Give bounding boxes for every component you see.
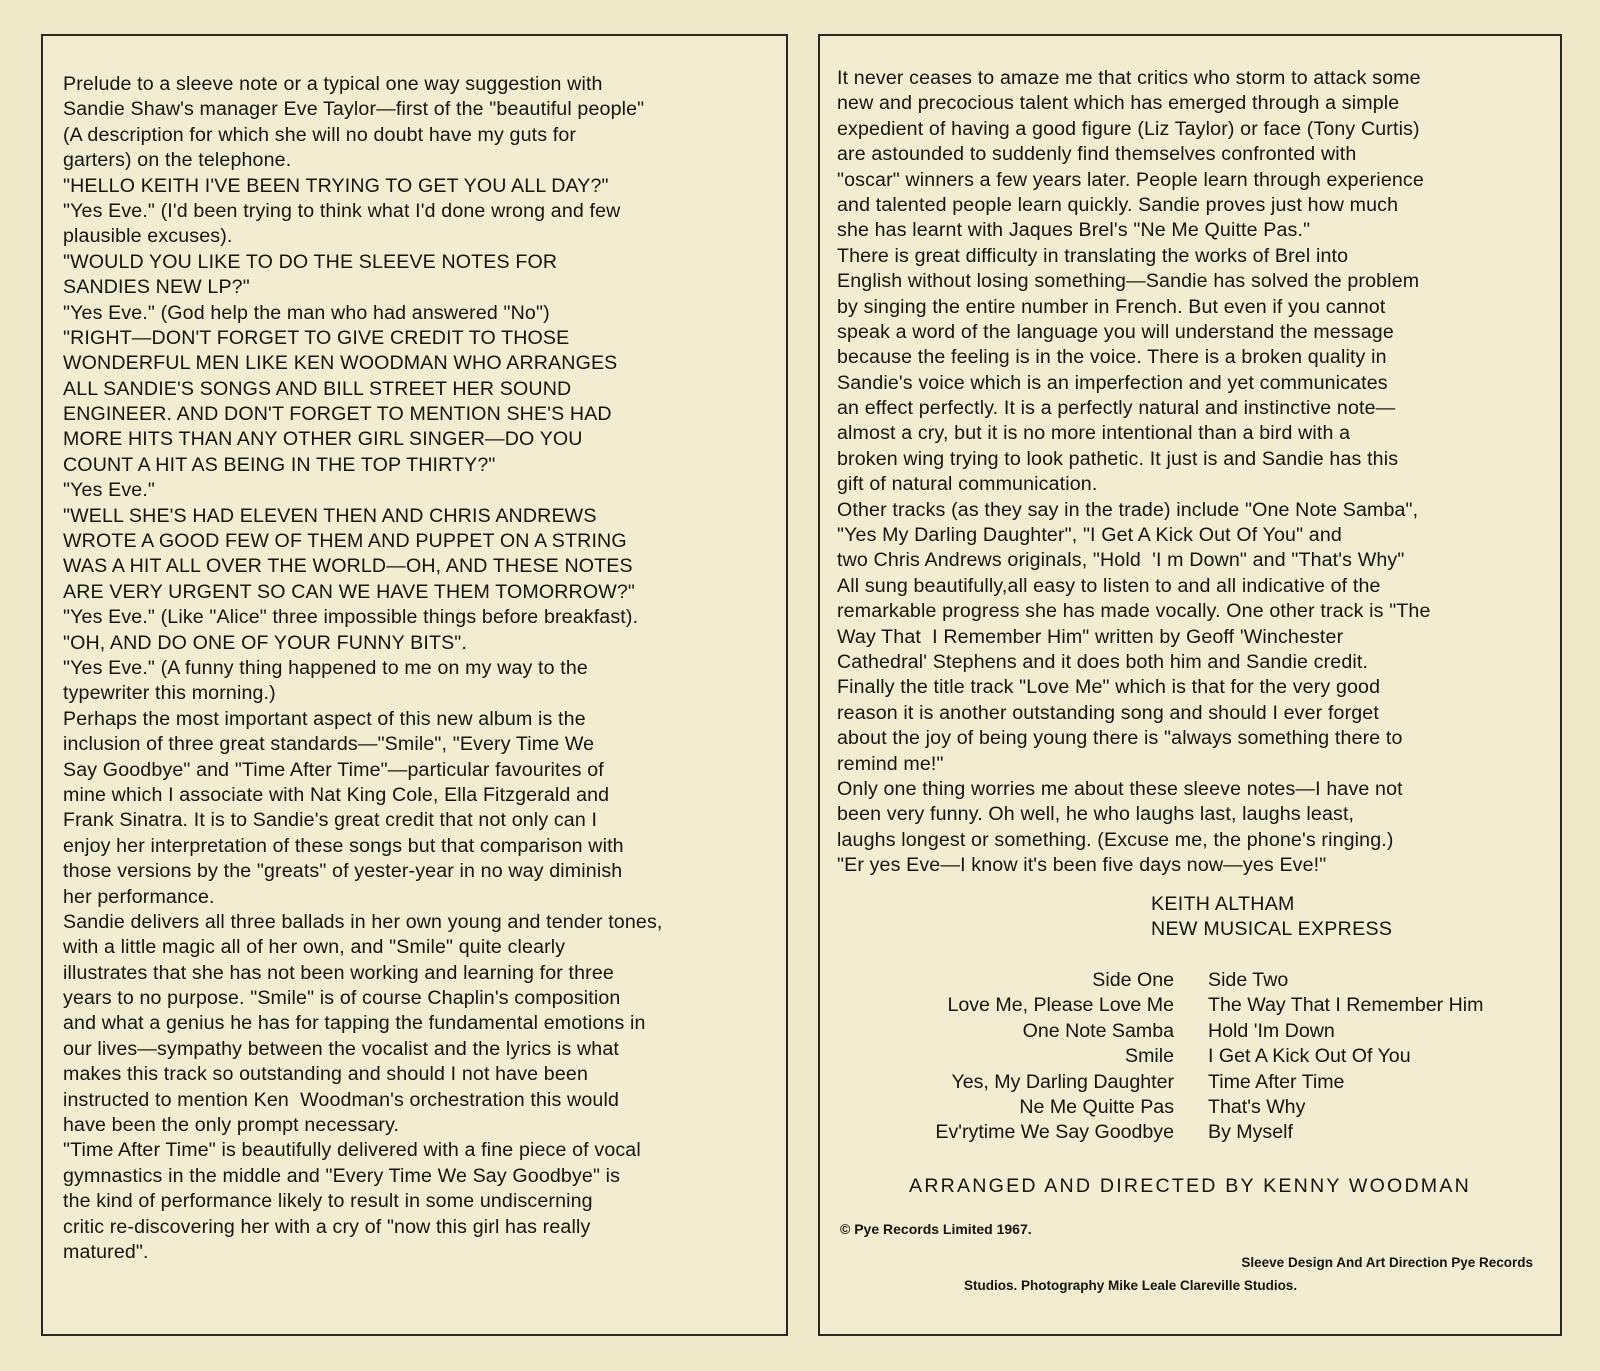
text-line: remarkable progress she has made vocally. One other track is "The: [837, 600, 1431, 623]
text-line: matured".: [63, 1240, 149, 1263]
track-title: That's Why: [1208, 1095, 1306, 1118]
text-line: Sandie's voice which is an imperfection and yet communicates: [837, 371, 1388, 394]
text-line: "HELLO KEITH I'VE BEEN TRYING TO GET YOU ALL DAY?": [63, 174, 609, 197]
copyright-notice: © Pye Records Limited 1967.: [840, 1221, 1032, 1237]
track-title: Smile: [1125, 1045, 1174, 1068]
text-line: ENGINEER. AND DON'T FORGET TO MENTION SHE'S HAD: [63, 403, 612, 426]
text-line: gift of natural communication.: [837, 473, 1098, 496]
text-line: the kind of performance likely to result in some undiscerning: [63, 1190, 593, 1213]
text-line: almost a cry, but it is no more intentional than a bird with a: [837, 422, 1351, 445]
text-line: WROTE A GOOD FEW OF THEM AND PUPPET ON A STRING: [63, 530, 627, 553]
text-line: have been the only prompt necessary.: [63, 1114, 400, 1137]
track-title: Love Me, Please Love Me: [947, 994, 1174, 1017]
track-title: One Note Samba: [1022, 1019, 1174, 1042]
text-line: Frank Sinatra. It is to Sandie's great credit that not only can I: [63, 809, 598, 832]
text-line: enjoy her interpretation of these songs but that comparison with: [63, 834, 624, 857]
track-title: The Way That I Remember Him: [1208, 994, 1484, 1017]
text-line: "oscar" winners a few years later. People learn through experience: [837, 168, 1424, 191]
track-title: Ev'rytime We Say Goodbye: [935, 1121, 1174, 1144]
text-line: "RIGHT—DON'T FORGET TO GIVE CREDIT TO THOSE: [63, 326, 570, 349]
text-line: COUNT A HIT AS BEING IN THE TOP THIRTY?": [63, 453, 496, 476]
left-sleeve-notes-panel: [41, 34, 788, 1336]
text-line: Sandie Shaw's manager Eve Taylor—first of the "beautiful people": [63, 98, 645, 121]
text-line: instructed to mention Ken Woodman's orchestration this would: [63, 1088, 619, 1111]
side-one-tracklist: [854, 968, 1174, 1146]
text-line: ARE VERY URGENT SO CAN WE HAVE THEM TOMORROW?": [63, 580, 636, 603]
text-line: mine which I associate with Nat King Cole, Ella Fitzgerald and: [63, 783, 610, 806]
text-line: Way That I Remember Him" written by Geoff 'Winchester: [837, 625, 1344, 648]
text-line: illustrates that she has not been working and learning for three: [63, 961, 614, 984]
text-line: Only one thing worries me about these sleeve notes—I have not: [837, 777, 1403, 800]
text-line: typewriter this morning.): [63, 682, 276, 705]
text-line: by singing the entire number in French. But even if you cannot: [837, 295, 1386, 318]
text-line: "Yes Eve." (Like "Alice" three impossible things before breakfast).: [63, 606, 639, 629]
right-sleeve-notes-panel: [818, 34, 1562, 1336]
text-line: Prelude to a sleeve note or a typical one way suggestion with: [63, 73, 603, 95]
text-line: inclusion of three great standards—"Smile", "Every Time We: [63, 733, 595, 756]
text-line: years to no purpose. "Smile" is of course Chaplin's composition: [63, 987, 621, 1010]
text-line: "WELL SHE'S HAD ELEVEN THEN AND CHRIS ANDREWS: [63, 504, 597, 527]
text-line: with a little magic all of her own, and "Smile" quite clearly: [63, 936, 566, 959]
design-credit-line: Sleeve Design And Art Direction Pye Records: [1241, 1255, 1533, 1270]
text-line: Finally the title track "Love Me" which is that for the very good: [837, 676, 1381, 699]
text-line: "Yes Eve." (A funny thing happened to me on my way to the: [63, 656, 588, 679]
text-line: ALL SANDIE'S SONGS AND BILL STREET HER SOUND: [63, 377, 572, 400]
text-line: There is great difficulty in translating the works of Brel into: [837, 244, 1349, 267]
text-line: "Yes Eve." (I'd been trying to think what I'd done wrong and few: [63, 199, 621, 222]
text-line: and what a genius he has for tapping the fundamental emotions in: [63, 1012, 646, 1035]
text-line: "Yes My Darling Daughter", "I Get A Kick Out Of You" and: [837, 524, 1342, 547]
text-line: garters) on the telephone.: [63, 149, 292, 172]
text-line: new and precocious talent which has emerged through a simple: [837, 92, 1400, 115]
text-line: two Chris Andrews originals, "Hold 'I m Down" and "That's Why": [837, 549, 1405, 572]
text-line: are astounded to suddenly find themselves confronted with: [837, 143, 1357, 166]
right-notes-text: [837, 66, 1431, 879]
author-name: KEITH ALTHAM: [1151, 893, 1295, 915]
text-line: reason it is another outstanding song and should I ever forget: [837, 701, 1379, 724]
text-line: English without losing something—Sandie has solved the problem: [837, 270, 1420, 293]
text-line: All sung beautifully,all easy to listen to and all indicative of the: [837, 574, 1381, 597]
text-line: Cathedral' Stephens and it does both him and Sandie credit.: [837, 650, 1369, 673]
track-title: I Get A Kick Out Of You: [1208, 1045, 1411, 1068]
author-publication: NEW MUSICAL EXPRESS: [1151, 918, 1393, 940]
text-line: "Time After Time" is beautifully delivered with a fine piece of vocal: [63, 1139, 641, 1162]
text-line: Other tracks (as they say in the trade) include "One Note Samba",: [837, 498, 1419, 521]
text-line: about the joy of being young there is "always something there to: [837, 727, 1403, 750]
text-line: she has learnt with Jaques Brel's "Ne Me Quitte Pas.": [837, 219, 1311, 242]
text-line: WAS A HIT ALL OVER THE WORLD—OH, AND THESE NOTES: [63, 555, 633, 578]
text-line: "Yes Eve." (God help the man who had answered "No"): [63, 301, 550, 324]
text-line: plausible excuses).: [63, 225, 233, 248]
text-line: been very funny. Oh well, he who laughs last, laughs least,: [837, 803, 1355, 826]
track-title: Time After Time: [1208, 1070, 1345, 1093]
track-title: Hold 'Im Down: [1208, 1019, 1335, 1042]
text-line: expedient of having a good figure (Liz Taylor) or face (Tony Curtis): [837, 117, 1420, 140]
text-line: SANDIES NEW LP?": [63, 276, 250, 299]
text-line: because the feeling is in the voice. There is a broken quality in: [837, 346, 1387, 369]
photography-credit-line: Studios. Photography Mike Leale Clareville Studios.: [964, 1278, 1298, 1293]
text-line: "Er yes Eve—I know it's been five days now—yes Eve!": [837, 854, 1327, 877]
text-line: our lives—sympathy between the vocalist and the lyrics is what: [63, 1037, 619, 1060]
text-line: critic re-discovering her with a cry of "now this girl has really: [63, 1215, 591, 1238]
text-line: (A description for which she will no doubt have my guts for: [63, 123, 577, 146]
text-line: Sandie delivers all three ballads in her own young and tender tones,: [63, 910, 663, 933]
text-line: MORE HITS THAN ANY OTHER GIRL SINGER—DO YOU: [63, 428, 583, 451]
text-line: WONDERFUL MEN LIKE KEN WOODMAN WHO ARRANGES: [63, 352, 618, 375]
text-line: "Yes Eve.": [63, 479, 156, 502]
track-title: By Myself: [1208, 1121, 1293, 1144]
left-notes-text: [63, 72, 663, 1265]
side-two-tracklist: [1208, 968, 1553, 1146]
text-line: her performance.: [63, 885, 215, 908]
text-line: remind me!": [837, 752, 944, 775]
text-line: It never ceases to amaze me that critics who storm to attack some: [837, 67, 1421, 89]
text-line: Say Goodbye" and "Time After Time"—particular favourites of: [63, 758, 604, 781]
text-line: "OH, AND DO ONE OF YOUR FUNNY BITS".: [63, 631, 467, 654]
text-line: gymnastics in the middle and "Every Time We Say Goodbye" is: [63, 1164, 621, 1187]
text-line: broken wing trying to look pathetic. It just is and Sandie has this: [837, 447, 1399, 470]
side-heading: Side Two: [1208, 969, 1289, 991]
text-line: and talented people learn quickly. Sandie proves just how much: [837, 193, 1399, 216]
text-line: speak a word of the language you will understand the message: [837, 320, 1394, 343]
text-line: Perhaps the most important aspect of this new album is the: [63, 707, 586, 730]
track-title: Ne Me Quitte Pas: [1019, 1095, 1174, 1118]
text-line: makes this track so outstanding and should I not have been: [63, 1063, 588, 1086]
arranged-credit: ARRANGED AND DIRECTED BY KENNY WOODMAN: [909, 1175, 1471, 1197]
side-heading: Side One: [1092, 969, 1174, 991]
text-line: an effect perfectly. It is a perfectly natural and instinctive note—: [837, 397, 1396, 420]
text-line: "WOULD YOU LIKE TO DO THE SLEEVE NOTES FOR: [63, 250, 558, 273]
text-line: laughs longest or something. (Excuse me, the phone's ringing.): [837, 828, 1394, 851]
text-line: those versions by the "greats" of yester-year in no way diminish: [63, 860, 623, 883]
track-title: Yes, My Darling Daughter: [951, 1070, 1174, 1093]
